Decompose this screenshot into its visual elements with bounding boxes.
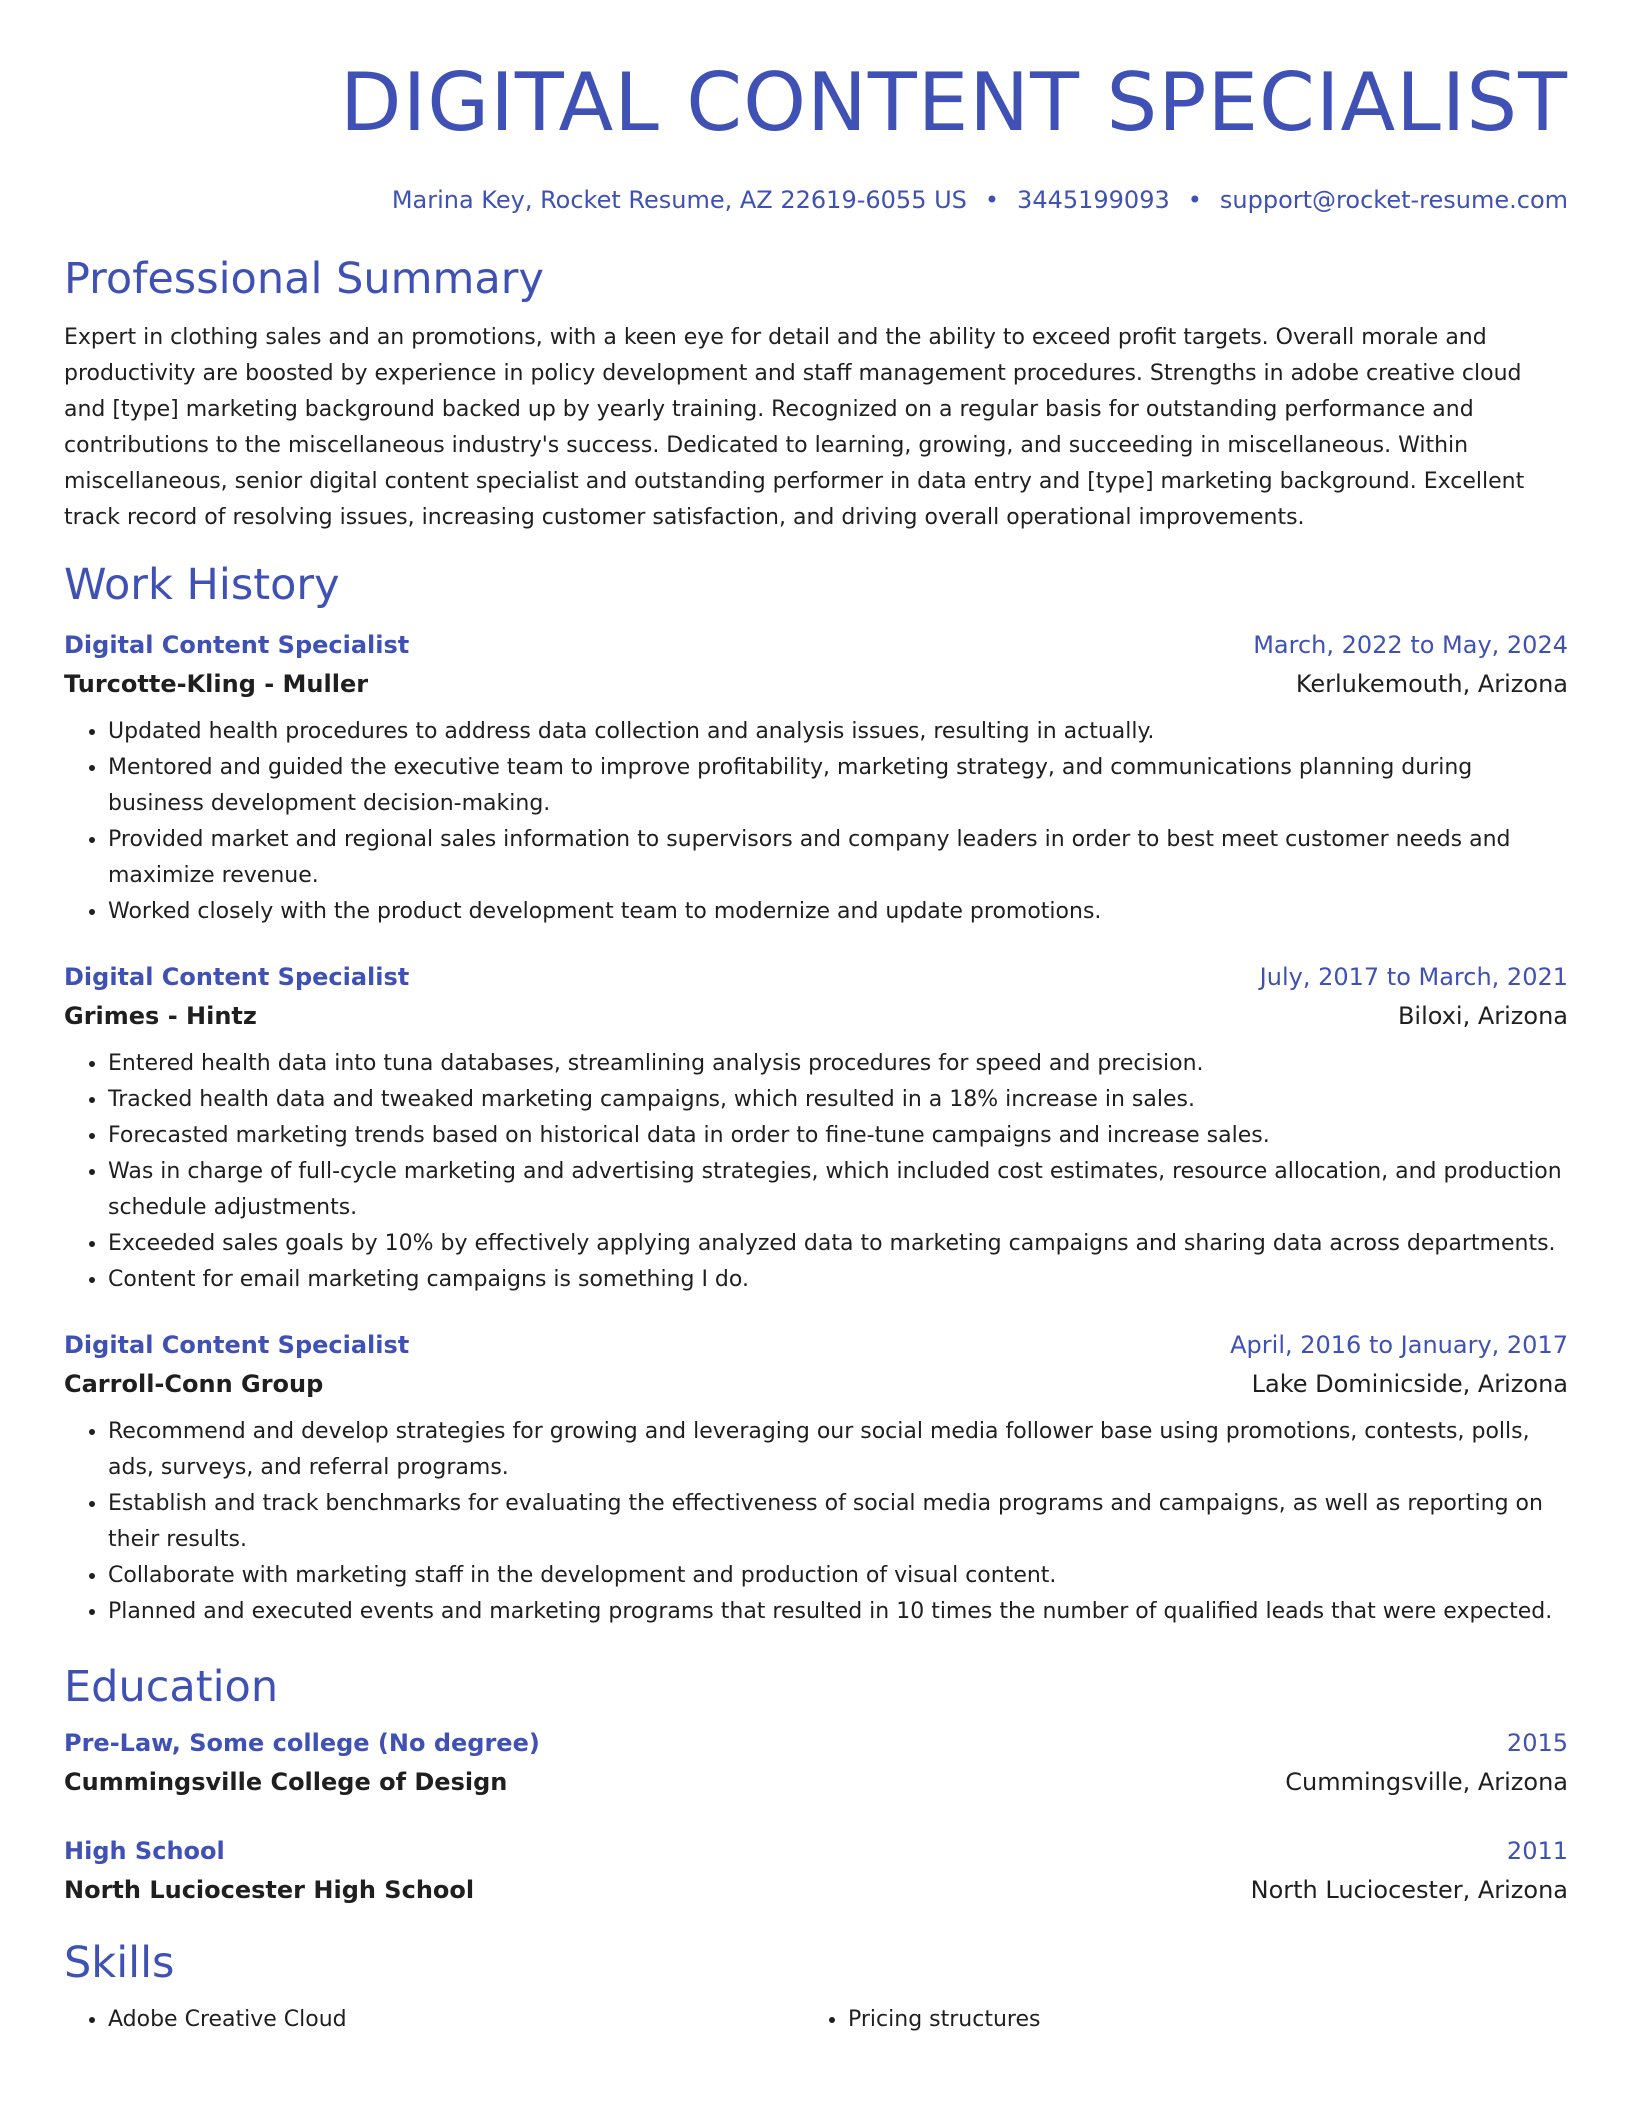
education-entry bbox=[64, 1832, 1568, 1910]
education-year: 2011 bbox=[1506, 1837, 1568, 1865]
education-location: North Luciocester, Arizona bbox=[1250, 1876, 1568, 1904]
section-title-skills: Skills bbox=[64, 1938, 175, 1988]
skills-column-left bbox=[108, 2002, 848, 2038]
education-degree: High School bbox=[64, 1837, 225, 1865]
education-location: Cummingsville, Arizona bbox=[1285, 1768, 1568, 1796]
job-bullet: • Entered health data into tuna databases, streamlining analysis procedures for speed and precision. bbox=[108, 1046, 1568, 1082]
education-entry bbox=[64, 1724, 1568, 1802]
job-entry bbox=[64, 1326, 1568, 1630]
job-bullets bbox=[64, 714, 1568, 930]
job-company: Grimes - Hintz bbox=[64, 1002, 257, 1030]
job-bullet: • Was in charge of full-cycle marketing and advertising strategies, which included cost estimates, resource allocation, and production schedule adjustments. bbox=[108, 1154, 1568, 1226]
job-company: Turcotte-Kling - Muller bbox=[64, 670, 369, 698]
contact-separator: • bbox=[984, 186, 1000, 214]
education-year: 2015 bbox=[1506, 1729, 1568, 1757]
section-title-work-history: Work History bbox=[64, 560, 340, 610]
job-role: Digital Content Specialist bbox=[64, 631, 410, 659]
education-degree: Pre-Law, Some college (No degree) bbox=[64, 1729, 540, 1757]
job-dates: July, 2017 to March, 2021 bbox=[1259, 963, 1568, 991]
job-company: Carroll-Conn Group bbox=[64, 1370, 324, 1398]
job-bullet: • Planned and executed events and marketing programs that resulted in 10 times the number of qualified leads that were expected. bbox=[108, 1594, 1568, 1630]
contact-address: Marina Key, Rocket Resume, AZ 22619-6055 US bbox=[391, 186, 967, 214]
contact-line bbox=[64, 185, 1568, 215]
education-school: North Luciocester High School bbox=[64, 1876, 475, 1904]
job-bullet: • Establish and track benchmarks for evaluating the effectiveness of social media programs and campaigns, as well as reporting on their results. bbox=[108, 1486, 1568, 1558]
job-bullets bbox=[64, 1046, 1568, 1298]
resume-title: DIGITAL CONTENT SPECIALIST bbox=[340, 56, 1568, 149]
job-location: Biloxi, Arizona bbox=[1397, 1002, 1568, 1030]
job-entry bbox=[64, 626, 1568, 930]
job-bullet: • Collaborate with marketing staff in the development and production of visual content. bbox=[108, 1558, 1568, 1594]
job-bullet: • Worked closely with the product development team to modernize and update promotions. bbox=[108, 894, 1568, 930]
job-location: Lake Dominicside, Arizona bbox=[1251, 1370, 1568, 1398]
job-bullet: • Mentored and guided the executive team to improve profitability, marketing strategy, and communications planning during business development decision-making. bbox=[108, 750, 1568, 822]
skills-list bbox=[64, 2002, 1568, 2038]
job-bullet: • Forecasted marketing trends based on historical data in order to fine-tune campaigns and increase sales. bbox=[108, 1118, 1568, 1154]
summary-text: Expert in clothing sales and an promotions, with a keen eye for detail and the ability to exceed profit targets. Overall morale and productivity are boosted by experience in policy development and staff management procedures. Strengths in adobe creative cloud and [type] marketing background backed up by yearly training. Recognized on a regular basis for outstanding performance and contributions to the miscellaneous industry's success. Dedicated to learning, growing, and succeeding in miscellaneous. Within miscellaneous, senior digital content specialist and outstanding performer in data entry and [type] marketing background. Excellent track record of resolving issues, increasing customer satisfaction, and driving overall operational improvements. bbox=[64, 325, 1525, 530]
skill-item: • Adobe Creative Cloud bbox=[108, 2002, 848, 2038]
section-title-summary: Professional Summary bbox=[64, 254, 544, 304]
section-title-education: Education bbox=[64, 1662, 279, 1712]
job-bullet: • Recommend and develop strategies for growing and leveraging our social media follower base using promotions, contests, polls, ads, surveys, and referral programs. bbox=[108, 1414, 1568, 1486]
skills-column-right bbox=[848, 2002, 1588, 2038]
job-entry bbox=[64, 958, 1568, 1298]
contact-phone: 3445199093 bbox=[1017, 186, 1170, 214]
job-bullet: • Exceeded sales goals by 10% by effectively applying analyzed data to marketing campaigns and sharing data across departments. bbox=[108, 1226, 1568, 1262]
contact-separator: • bbox=[1187, 186, 1202, 214]
job-bullet: • Updated health procedures to address data collection and analysis issues, resulting in actually. bbox=[108, 714, 1568, 750]
job-role: Digital Content Specialist bbox=[64, 963, 410, 991]
job-dates: March, 2022 to May, 2024 bbox=[1253, 631, 1568, 659]
job-bullet: • Provided market and regional sales information to supervisors and company leaders in order to best meet customer needs and maximize revenue. bbox=[108, 822, 1568, 894]
contact-email[interactable]: support@rocket-resume.com bbox=[1219, 186, 1568, 214]
job-bullets bbox=[64, 1414, 1568, 1630]
skill-item: • Pricing structures bbox=[848, 2002, 1588, 2038]
job-dates: April, 2016 to January, 2017 bbox=[1230, 1331, 1568, 1359]
education-school: Cummingsville College of Design bbox=[64, 1768, 508, 1796]
job-role: Digital Content Specialist bbox=[64, 1331, 410, 1359]
job-bullet: • Content for email marketing campaigns is something I do. bbox=[108, 1262, 1568, 1298]
job-bullet: • Tracked health data and tweaked marketing campaigns, which resulted in a 18% increase in sales. bbox=[108, 1082, 1568, 1118]
job-location: Kerlukemouth, Arizona bbox=[1295, 670, 1568, 698]
